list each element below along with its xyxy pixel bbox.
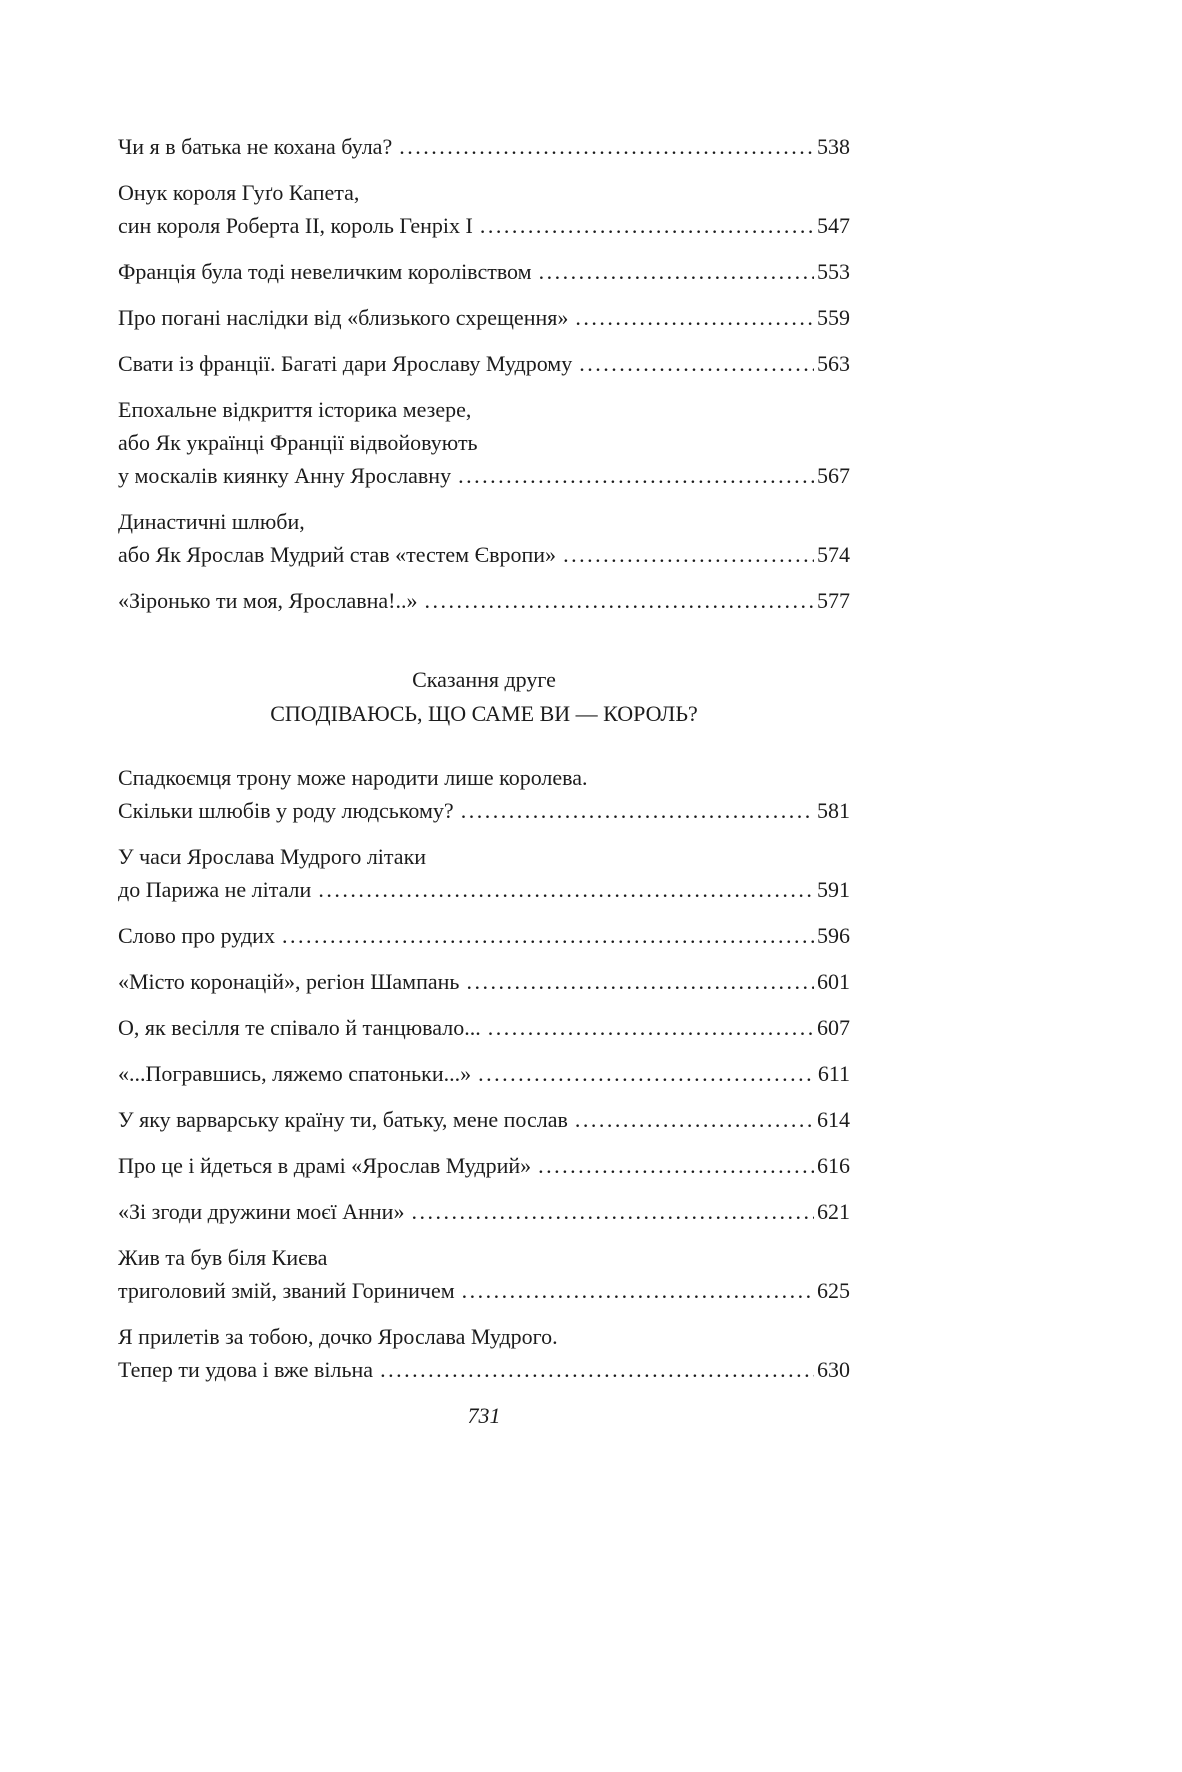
- toc-entry-line: Спадкоємця трону може народити лише королева.: [118, 765, 588, 790]
- toc-page: [118, 130, 850, 1432]
- toc-entry: [118, 1103, 850, 1136]
- toc-entry-title: Про погані наслідки від «близького схрещення»: [118, 305, 569, 330]
- toc-entry-page: 611: [817, 1061, 850, 1086]
- toc-entry-title: «Місто коронацій», регіон Шампань: [118, 969, 460, 994]
- toc-entry-line: або Як українці Франції відвойовують: [118, 430, 478, 455]
- toc-entry-last-line: [118, 301, 850, 334]
- toc-entry: [118, 584, 850, 617]
- toc-entry-line: Жив та був біля Києва: [118, 1245, 328, 1270]
- dot-leader: [425, 584, 814, 617]
- toc-entry-page: 601: [817, 969, 850, 994]
- toc-entry: [118, 1241, 850, 1307]
- dot-leader: [399, 130, 814, 163]
- dot-leader: [480, 209, 814, 242]
- toc-entry-line: У часи Ярослава Мудрого літаки: [118, 844, 427, 869]
- toc-entry-page: 621: [817, 1199, 850, 1224]
- toc-entry-title: у москалів киянку Анну Ярославну: [118, 463, 452, 488]
- toc-entry: [118, 1057, 850, 1090]
- toc-entry-title: У яку варварську країну ти, батьку, мене послав: [118, 1107, 568, 1132]
- toc-entry: [118, 393, 850, 492]
- toc-entry-last-line: [118, 347, 850, 380]
- toc-list-part2: [118, 761, 850, 1386]
- toc-entry-last-line: [118, 1274, 850, 1307]
- toc-entry-title: Скільки шлюбів у роду людському?: [118, 798, 454, 823]
- toc-entry-page: 547: [817, 213, 850, 238]
- toc-entry-page: 614: [817, 1107, 850, 1132]
- toc-entry-title: Франція була тоді невеличким королівством: [118, 259, 532, 284]
- toc-entry-title: син короля Роберта II, король Генріх I: [118, 213, 473, 238]
- dot-leader: [488, 1011, 814, 1044]
- toc-entry-last-line: [118, 209, 850, 242]
- toc-entry-last-line: [118, 965, 850, 998]
- toc-entry-page: 577: [817, 588, 850, 613]
- toc-entry-title: Свати із франції. Багаті дари Ярославу Мудрому: [118, 351, 573, 376]
- dot-leader: [461, 794, 814, 827]
- toc-entry-last-line: [118, 459, 850, 492]
- section-heading-line2: СПОДІВАЮСЬ, ЩО САМЕ ВИ — КОРОЛЬ?: [270, 701, 698, 726]
- toc-entry-last-line: [118, 1353, 850, 1386]
- toc-entry-title: або Як Ярослав Мудрий став «тестем Європи»: [118, 542, 557, 567]
- dot-leader: [575, 301, 814, 334]
- dot-leader: [462, 1274, 814, 1307]
- toc-entry-title: Тепер ти удова і вже вільна: [118, 1357, 374, 1382]
- toc-entry: [118, 965, 850, 998]
- toc-entry-page: 574: [817, 542, 850, 567]
- dot-leader: [282, 919, 814, 952]
- toc-entry-last-line: [118, 130, 850, 163]
- dot-leader: [579, 347, 814, 380]
- toc-entry-page: 559: [817, 305, 850, 330]
- toc-entry-line: Онук короля Гуґо Капета,: [118, 180, 360, 205]
- toc-entry-page: 596: [817, 923, 850, 948]
- toc-entry: [118, 840, 850, 906]
- dot-leader: [575, 1103, 814, 1136]
- toc-entry-line: Я прилетів за тобою, дочко Ярослава Мудрого.: [118, 1324, 558, 1349]
- toc-entry-last-line: [118, 1011, 850, 1044]
- toc-entry-line: Династичні шлюби,: [118, 509, 305, 534]
- toc-entry-page: 591: [817, 877, 850, 902]
- toc-entry: [118, 176, 850, 242]
- toc-entry-last-line: [118, 1057, 850, 1090]
- toc-entry-page: 563: [817, 351, 850, 376]
- toc-entry-title: «Зі згоди дружини моєї Анни»: [118, 1199, 405, 1224]
- toc-entry-last-line: [118, 919, 850, 952]
- toc-entry-title: «...Погравшись, ляжемо спатоньки...»: [118, 1061, 472, 1086]
- dot-leader: [466, 965, 814, 998]
- dot-leader: [458, 459, 814, 492]
- toc-entry-last-line: [118, 538, 850, 571]
- toc-entry-page: 607: [817, 1015, 850, 1040]
- section-heading-line1: Сказання друге: [412, 667, 556, 692]
- toc-entry-title: Про це і йдеться в драмі «Ярослав Мудрий»: [118, 1153, 532, 1178]
- toc-entry: [118, 1011, 850, 1044]
- toc-entry-page: 538: [817, 134, 850, 159]
- toc-entry: [118, 1320, 850, 1386]
- toc-entry-title: Слово про рудих: [118, 923, 275, 948]
- toc-entry-title: Чи я в батька не кохана була?: [118, 134, 393, 159]
- dot-leader: [538, 1149, 814, 1182]
- toc-entry: [118, 301, 850, 334]
- toc-entry-last-line: [118, 584, 850, 617]
- section-heading: [118, 663, 850, 731]
- toc-entry-page: 630: [817, 1357, 850, 1382]
- toc-entry-title: до Парижа не літали: [118, 877, 312, 902]
- dot-leader: [318, 873, 814, 906]
- page-number: 731: [467, 1403, 501, 1428]
- toc-entry: [118, 347, 850, 380]
- toc-entry: [118, 255, 850, 288]
- toc-entry-page: 616: [817, 1153, 850, 1178]
- toc-entry-last-line: [118, 1195, 850, 1228]
- dot-leader: [478, 1057, 815, 1090]
- toc-entry-line: Епохальне відкриття історика мезере,: [118, 397, 472, 422]
- toc-entry: [118, 1195, 850, 1228]
- toc-entry-last-line: [118, 1149, 850, 1182]
- toc-entry: [118, 919, 850, 952]
- toc-entry-title: О, як весілля те співало й танцювало...: [118, 1015, 481, 1040]
- toc-entry-last-line: [118, 255, 850, 288]
- dot-leader: [380, 1353, 814, 1386]
- toc-entry: [118, 505, 850, 571]
- toc-list-part1: [118, 130, 850, 617]
- toc-entry-last-line: [118, 873, 850, 906]
- toc-entry-page: 581: [817, 798, 850, 823]
- toc-entry: [118, 761, 850, 827]
- toc-entry-last-line: [118, 1103, 850, 1136]
- toc-entry-page: 567: [817, 463, 850, 488]
- toc-entry-title: триголовий змій, званий Гориничем: [118, 1278, 455, 1303]
- toc-entry-title: «Зіронько ти моя, Ярославна!..»: [118, 588, 418, 613]
- dot-leader: [411, 1195, 814, 1228]
- toc-entry: [118, 1149, 850, 1182]
- dot-leader: [563, 538, 814, 571]
- dot-leader: [539, 255, 814, 288]
- toc-entry-page: 625: [817, 1278, 850, 1303]
- toc-entry-last-line: [118, 794, 850, 827]
- toc-entry: [118, 130, 850, 163]
- toc-entry-page: 553: [817, 259, 850, 284]
